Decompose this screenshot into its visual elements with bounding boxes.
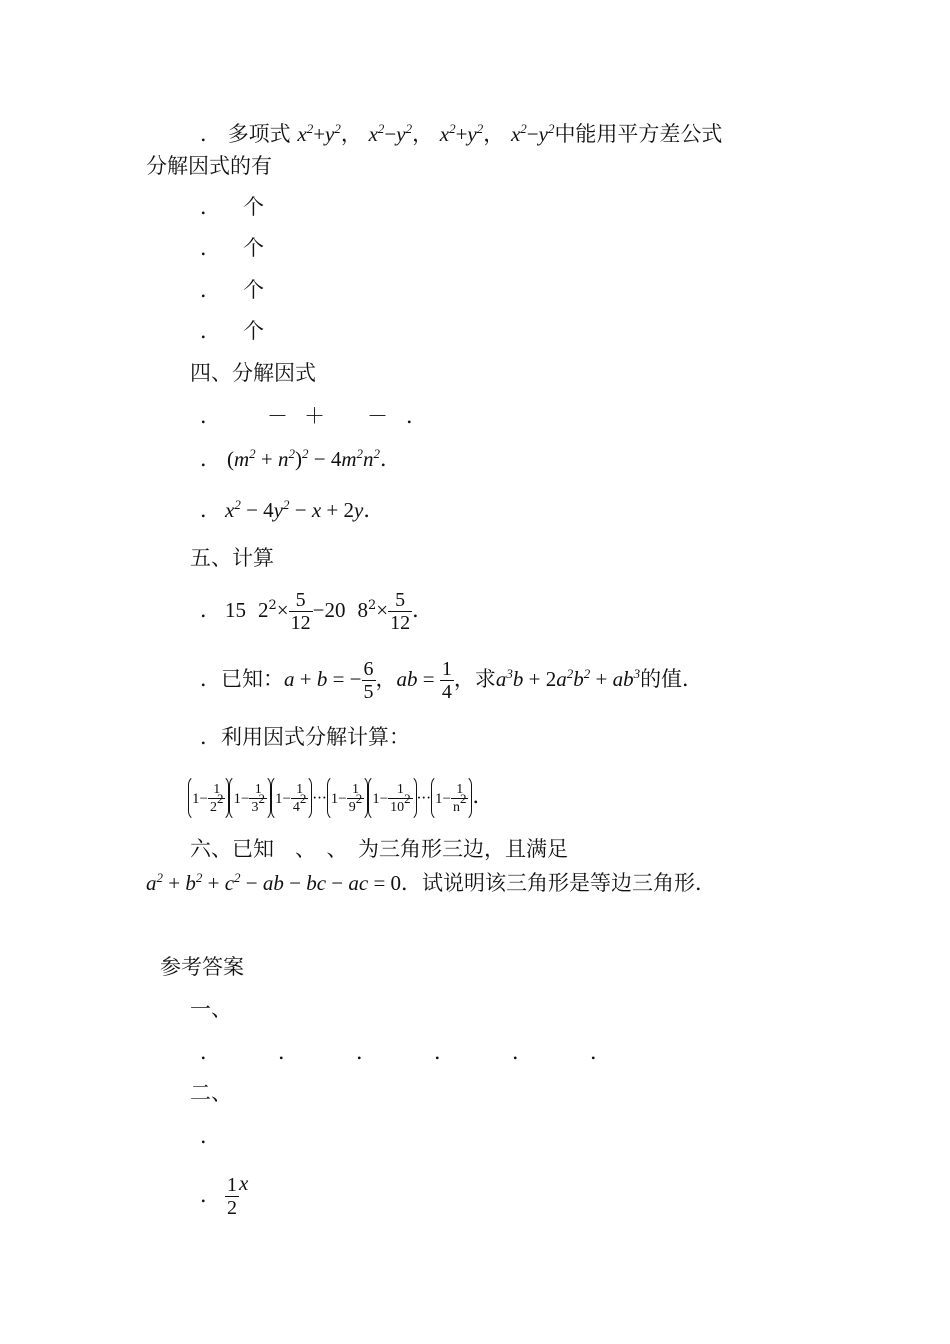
question-10-line1: ． 多项式 $x^2+y^2$， $x^2-y^2$， $x^2+y^2$， $x^2-y^2$中能用平方差公式 xyxy=(200,121,723,146)
fraction-1-4: $\frac{1}{4}$ xyxy=(441,658,452,703)
question-number-dot: ． xyxy=(200,122,221,146)
section-4-problem-3: ． $x^2 - 4y^2 - x + 2y$． xyxy=(200,497,385,522)
expr-3: $x^2+y^2$ xyxy=(439,121,484,146)
section-6-title: 六、已知 、 、 为三角形三边，且满足 xyxy=(190,837,568,861)
answers-section-1: 一、 xyxy=(190,997,232,1021)
option-d: ． 个 xyxy=(200,319,264,343)
section-5-problem-1: ． 15 $2^2\times$ $\frac{5}{12}$ −20 $8^2\times$ $\frac{5}{12}$ ． xyxy=(200,589,434,634)
expr-1: $x^2+y^2$ xyxy=(297,121,341,146)
option-a: ． 个 xyxy=(200,195,264,219)
expr-2: $x^2-y^2$ xyxy=(368,121,413,146)
answers-section-2: 二、 xyxy=(190,1081,232,1105)
question-tail: 中能用平方差公式 xyxy=(554,122,723,146)
question-text: 多项式 xyxy=(227,122,291,146)
product-expression: 1− $\frac{1}{2^2}$ 1− $\frac{1}{3^2}$ 1− $\frac{1}{4^2}$ ··· 1− $\frac{1}{9^2}$ 1− $\frac{1}{10^2}$ ··· 1− $\frac{1}{n^2}$ ． xyxy=(188,772,493,822)
section-5-problem-2: ．已知：a + b = − $\frac{6}{5}$ ，ab = $\frac{1}{4}$ ，求$a^3b + 2a^2b^2 + ab^3$的值． xyxy=(200,658,704,703)
answers-section-2-item-1: ． xyxy=(200,1124,221,1148)
factor-3: 1− $\frac{1}{4^2}$ xyxy=(271,775,312,821)
factor-10: 1− $\frac{1}{10^2}$ xyxy=(368,775,416,821)
section-5-title: 五、计算 xyxy=(190,546,274,570)
section-4-problem-1: ． － ＋ － ． xyxy=(200,404,427,428)
fraction-6-5: $\frac{6}{5}$ xyxy=(363,658,374,703)
fraction-5-12: $\frac{5}{12}$ xyxy=(290,589,311,634)
factor-1: 1− $\frac{1}{2^2}$ xyxy=(188,775,229,821)
option-b: ． 个 xyxy=(200,236,264,260)
question-10-line2: 分解因式的有 xyxy=(146,154,272,178)
factor-2: 1− $\frac{1}{3^2}$ xyxy=(229,775,270,821)
answers-title: 参考答案 xyxy=(160,955,244,979)
expr-4: $x^2-y^2$ xyxy=(510,121,555,146)
factor-9: 1− $\frac{1}{9^2}$ xyxy=(327,775,368,821)
section-5-problem-3: ．利用因式分解计算： xyxy=(200,725,410,749)
answers-section-2-item-2: ． $\frac{1}{2}$ x xyxy=(200,1171,249,1219)
fraction-1-2: $\frac{1}{2}$ xyxy=(227,1174,237,1219)
section-6-condition: $a^2 + b^2 + c^2$ − ab − bc − ac = 0．试说明该三角形是等边三角形． xyxy=(146,870,717,895)
option-c: ． 个 xyxy=(200,278,264,302)
factor-n: 1− $\frac{1}{n^2}$ xyxy=(431,775,472,821)
section-4-title: 四、分解因式 xyxy=(190,361,316,385)
answers-section-1-dots: ． ． ． ． ． ． xyxy=(200,1040,611,1064)
section-4-problem-2: ． $(m^2 + n^2)^2 - 4m^2n^2$． xyxy=(200,446,402,471)
fraction-5-12-b: $\frac{5}{12}$ xyxy=(390,589,411,634)
